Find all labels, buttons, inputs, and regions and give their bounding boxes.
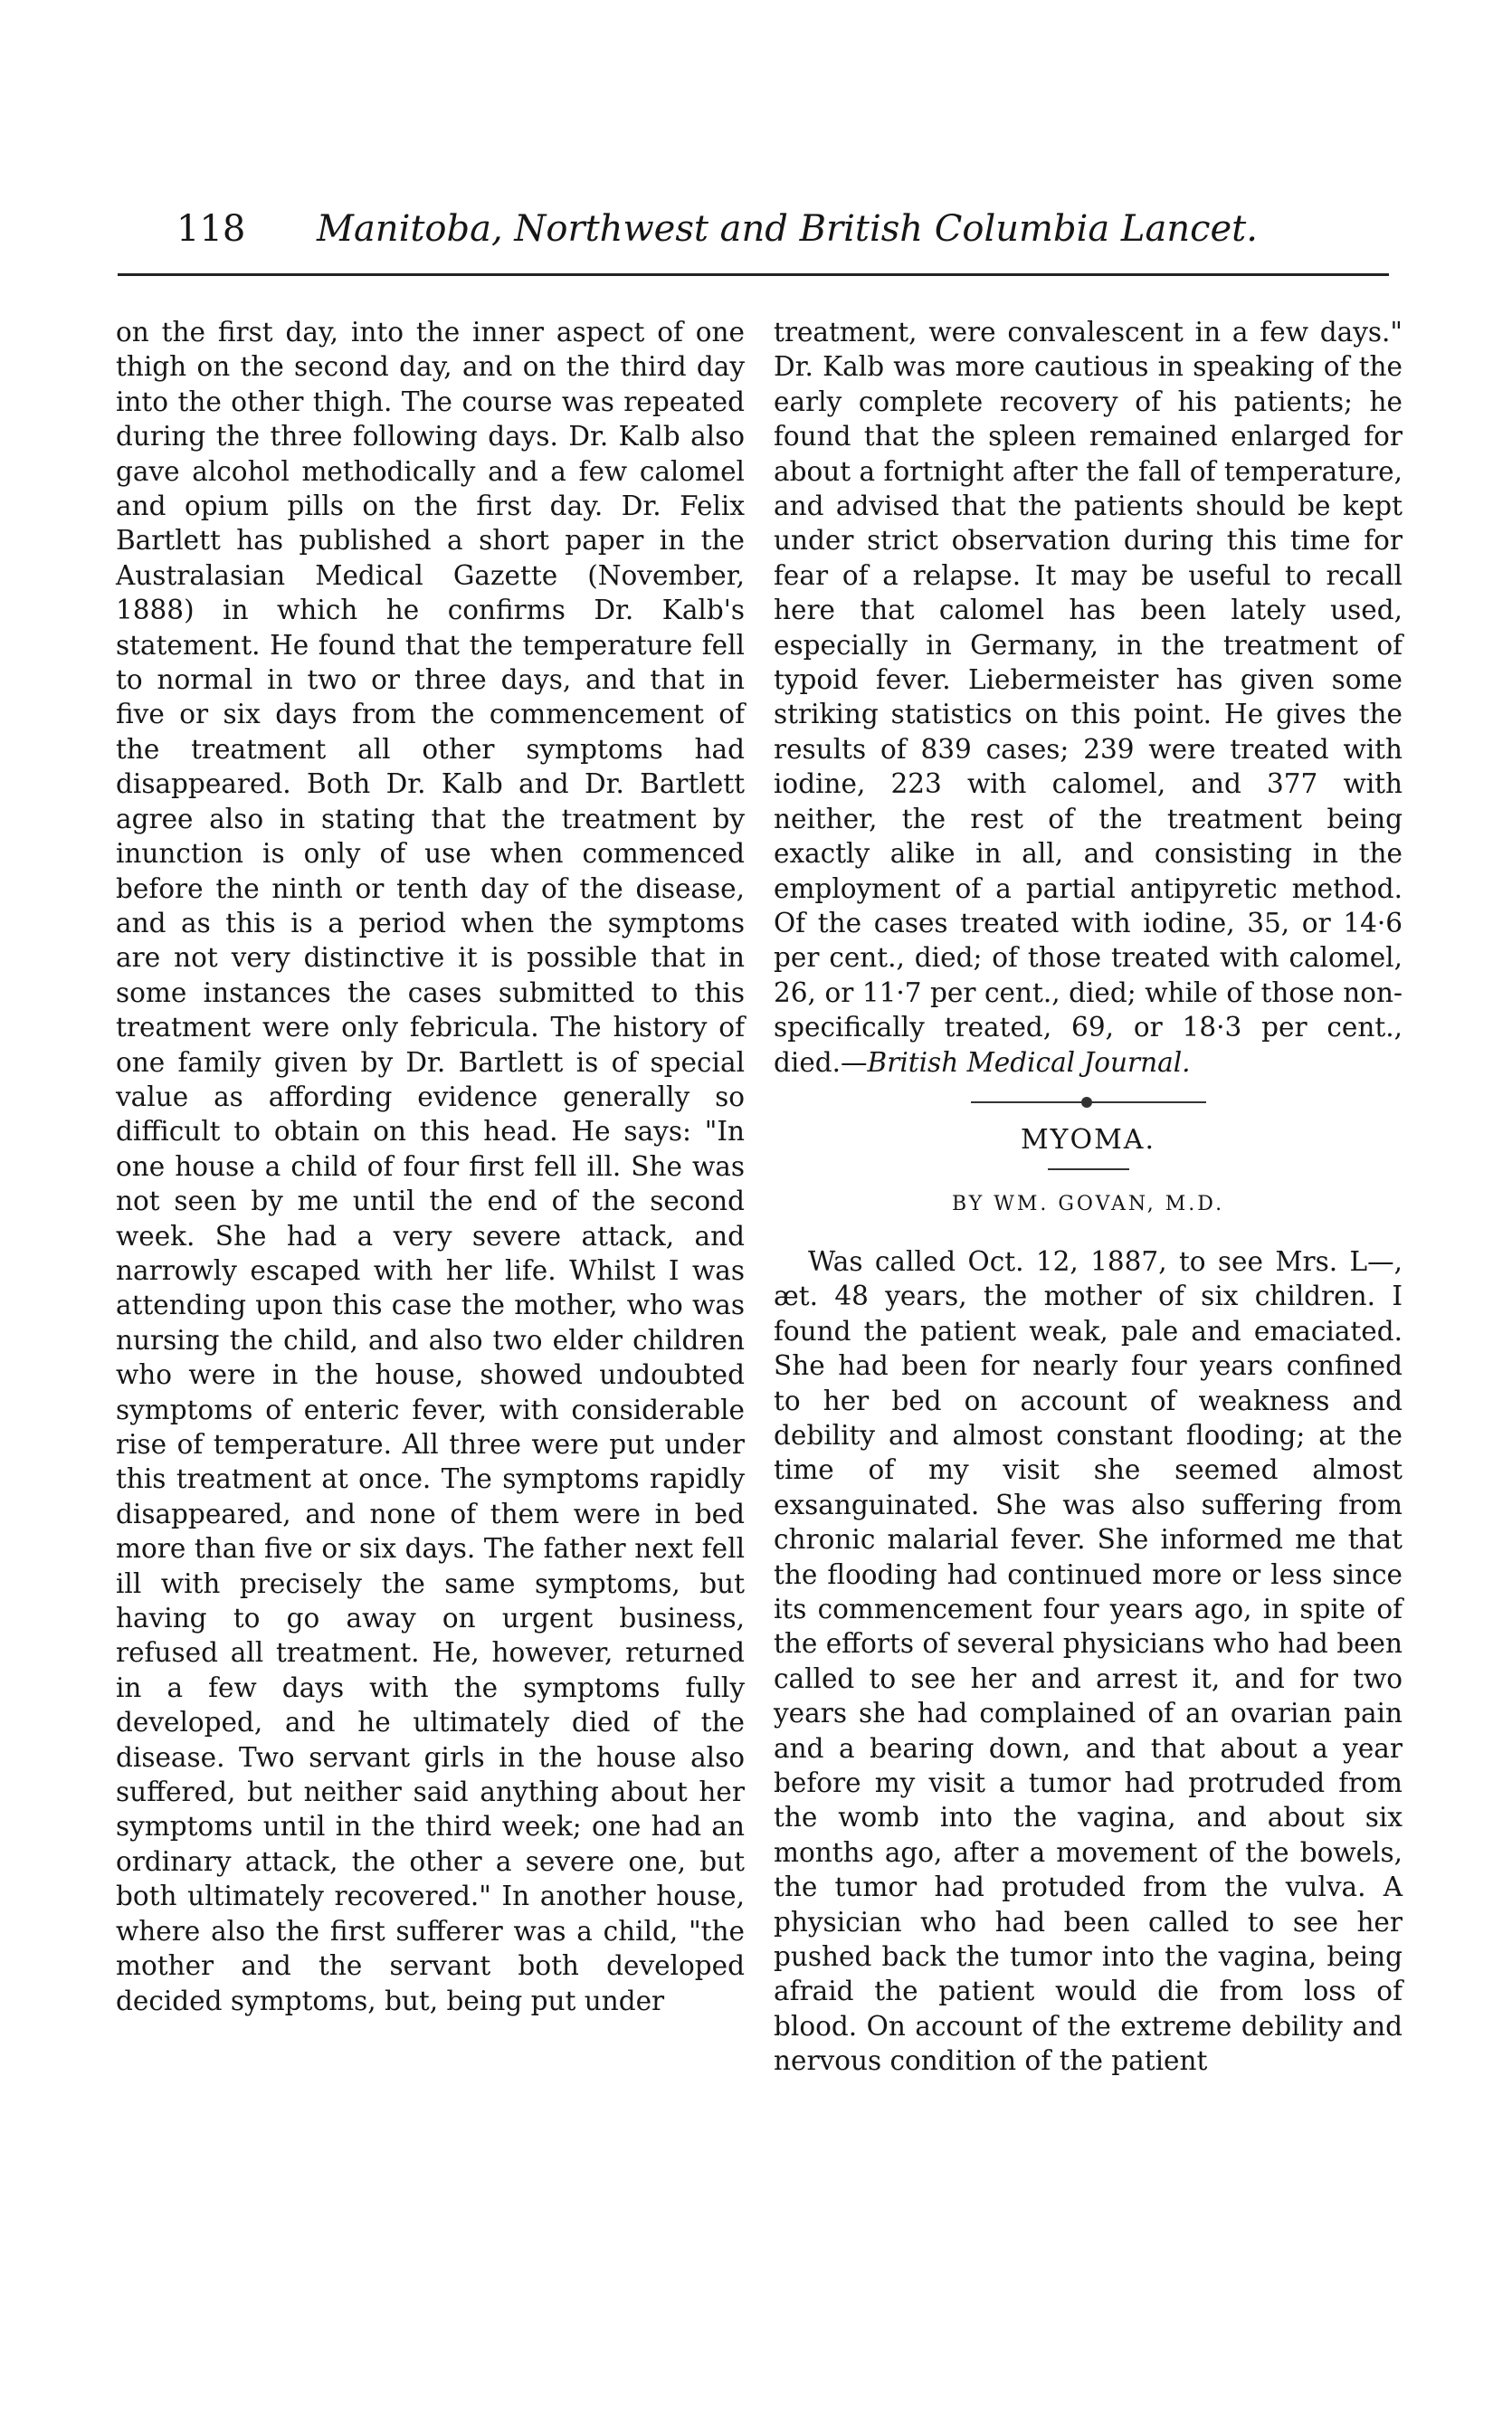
- section-ornament: [971, 1096, 1206, 1109]
- source-citation: British Medical Journal.: [867, 1046, 1191, 1078]
- left-column: [116, 315, 745, 2018]
- header-rule: [118, 273, 1389, 276]
- paragraph-1-text: treatment, were convalescent in a few days." Dr. Kalb was more cautious in speaking of the early complete recovery of his patients; he found that the spleen remained enlarged for about a fortnight after the fall of temperature, and advised that the patients should be kept under strict observation during this time for fear of a relapse. It may be useful to recall here that calomel has been lately used, especially in Germany, in the treatment of typoid fever. Liebermeister has given some striking statistics on this point. He gives the results of 839 cases; 239 were treated with iodine, 223 with calomel, and 377 with neither, the rest of the treatment being exactly alike in all, and consisting in the employment of a partial antipyretic method. Of the cases treated with iodine, 35, or 14·6 per cent., died; of those treated with calomel, 26, or 11·7 per cent., died; while of those non-specifically treated, 69, or 18·3 per cent., died.—: [774, 317, 1403, 1078]
- running-title: Manitoba, Northwest and British Columbia Lancet.: [317, 208, 1258, 250]
- right-column-paragraph-2: Was called Oct. 12, 1887, to see Mrs. L—, æt. 48 years, the mother of six children. I found the patient weak, pale and emaciated. She had been for nearly four years confined to her bed on account of weakness and debility and almost constant flooding; at the time of my visit she seemed almost exsanguinated. She was also suffering from chronic malarial fever. She informed me that the flooding had continued more or less since its commencement four years ago, in spite of the efforts of several physicians who had been called to see her and arrest it, and for two years she had complained of an ovarian pain and a bearing down, and that about a year before my visit a tumor had protruded from the womb into the vagina, and about six months ago, after a movement of the bowels, the tumor had protuded from the vulva. A physician who had been called to see her pushed back the tumor into the vagina, being afraid the patient would die from loss of blood. On account of the extreme debility and nervous condition of the patient: [774, 1245, 1403, 2077]
- right-column: [774, 315, 1403, 2079]
- section-title: MYOMA.: [1020, 1123, 1156, 1156]
- ornament-dot: [1081, 1097, 1092, 1108]
- right-column-paragraph-1: [774, 315, 1403, 1080]
- left-column-text: on the first day, into the inner aspect of one thigh on the second day, and on the third day into the other thigh. The course was repeated during the three following days. Dr. Kalb also gave alcohol methodically and a few calomel and opium pills on the first day. Dr. Felix Bartlett has published a short paper in the Australasian Medical Gazette (November, 1888) in which he confirms Dr. Kalb's statement. He found that the temperature fell to normal in two or three days, and that in five or six days from the commencement of the treatment all other symptoms had disappeared. Both Dr. Kalb and Dr. Bartlett agree also in stating that the treatment by inunction is only of use when commenced before the ninth or tenth day of the disease, and as this is a period when the symptoms are not very distinctive it is possible that in some instances the cases submitted to this treatment were only febricula. The history of one family given by Dr. Bartlett is of special value as affording evidence generally so difficult to obtain on this head. He says: "In one house a child of four first fell ill. She was not seen by me until the end of the second week. She had a very severe attack, and narrowly escaped with her life. Whilst I was attending upon this case the mother, who was nursing the child, and also two elder children who were in the house, showed undoubted symptoms of enteric fever, with considerable rise of temperature. All three were put under this treatment at once. The symptoms rapidly disappeared, and none of them were in bed more than five or six days. The father next fell ill with precisely the same symptoms, but having to go away on urgent business, refused all treatment. He, however, returned in a few days with the symptoms fully developed, and he ultimately died of the disease. Two servant girls in the house also suffered, but neither said anything about her symptoms until in the third week; one had an ordinary attack, the other a severe one, but both ultimately recovered." In another house, where also the first sufferer was a child, "the mother and the servant both developed decided symptoms, but, being put under: [116, 317, 745, 2016]
- byline: BY WM. GOVAN, M.D.: [951, 1192, 1225, 1215]
- page-number: 118: [176, 208, 246, 250]
- title-rule: [1048, 1168, 1129, 1170]
- page-header: [176, 206, 1380, 261]
